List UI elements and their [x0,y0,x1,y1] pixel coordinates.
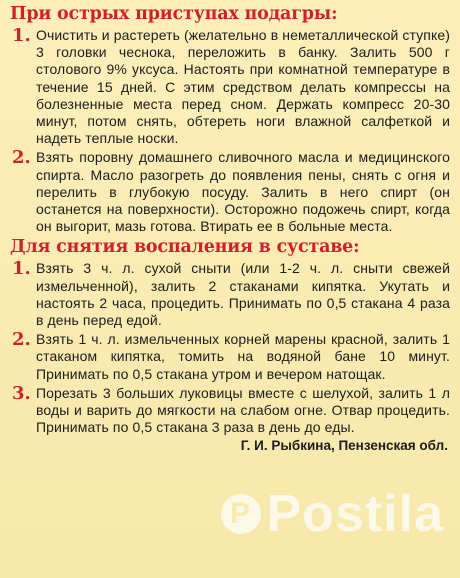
list-item [10,260,450,329]
item-text: Взять 1 ч. л. измельченных корней марены красной, залить 1 стаканом кипятка, томить на водяной бане 10 минут. Принимать по 0,5 стакана утром и вечером натощак. [36,331,450,382]
author-signature: Г. И. Рыбкина, Пензенская обл. [240,438,448,454]
item-number: 3. [12,382,31,404]
item-text: Взять поровну домашнего сливочного масла и медицинского спирта. Масло разогреть до появления пены, снять с огня и перелить в глубокую посуду. Залить в него спирт (он останется на поверхности). Осторожно подожечь спирт, когда он выгорит, мазь готова. Втирать ее в больные места. [36,149,450,235]
item-number: 1. [12,25,31,46]
section-heading-joint: Для снятия воспаления в суставе: [10,237,360,258]
list-item [10,382,450,437]
list-item [10,149,450,235]
watermark-text: Postila [266,485,444,543]
item-number: 2. [12,147,31,169]
item-text: Порезать 3 больших луковицы вместе с шелухой, залить 1 л воды и варить до мягкости на слабом огне. Отвар процедить. Принимать по 0,5 стакана 3 раза в день до еды. [36,384,450,436]
item-number: 1. [12,258,31,280]
item-text: Очистить и растереть (желательно в неметаллической ступке) 3 головки чеснока, переложить в банку. Залить 500 г столового 9% уксуса. Настоять при комнатной температуре в течение 15 дней. С этим средством делать компрессы на болезненные места перед сном. Держать компресс 20-30 минут, потом снять, обтереть ноги влажной салфеткой и надеть теплые носки. [36,27,450,147]
section-heading-gout: При острых приступах подагры: [10,4,338,24]
postila-logo-icon: P [221,494,261,534]
list-item [10,27,450,147]
postila-watermark [221,484,445,544]
item-number: 2. [12,329,31,351]
list-item [10,331,450,383]
item-text: Взять 3 ч. л. сухой сныти (или 1-2 ч. л. сныти свежей измельченной), залить 2 стаканами кипятка. Укутать и настоять 2 часа, процедить. Принимать по 0,5 стакана 4 раза в день перед едой. [36,260,450,329]
